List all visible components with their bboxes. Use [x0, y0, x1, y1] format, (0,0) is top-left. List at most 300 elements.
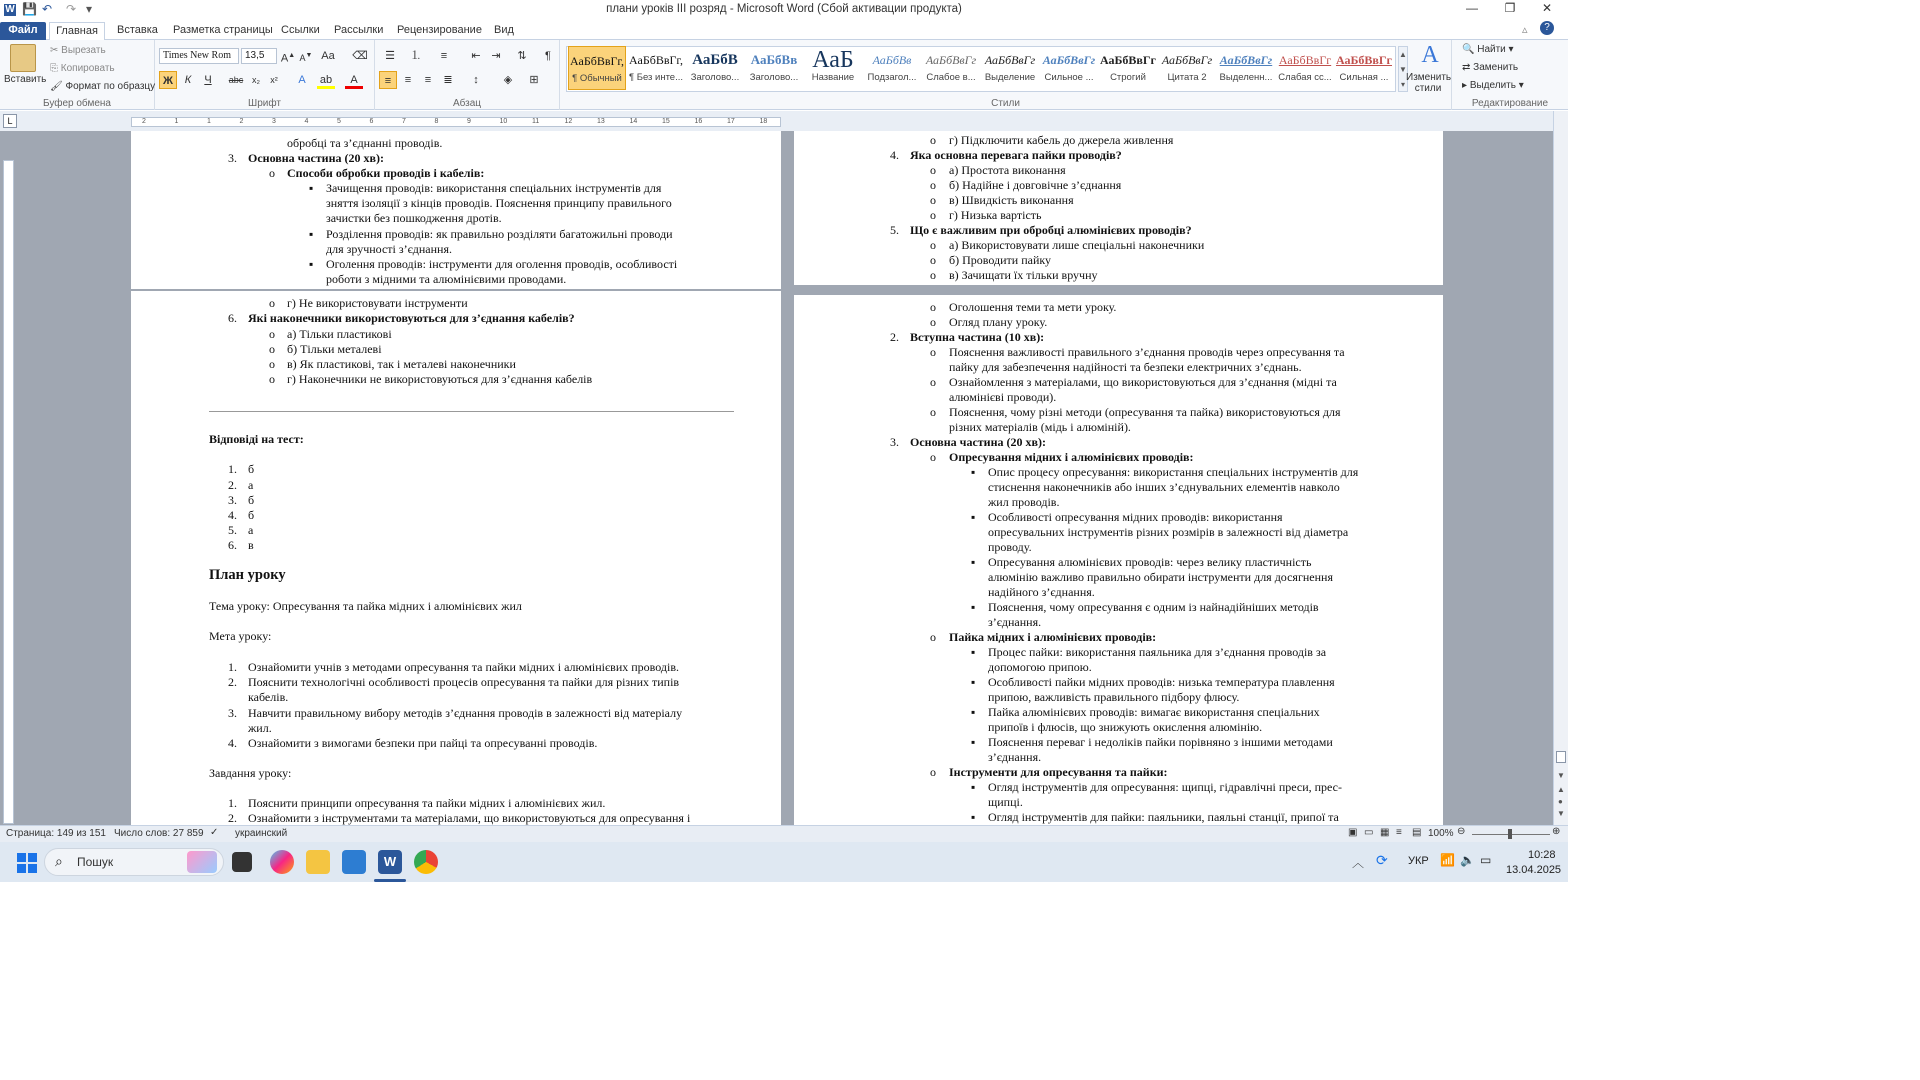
shrink-font-icon[interactable]: A▼ [299, 52, 313, 63]
ruler-number: 14 [629, 118, 638, 125]
paragraph-label: Абзац [452, 98, 482, 109]
save-icon[interactable]: 💾 [22, 2, 37, 16]
prev-page-icon[interactable]: ▲ [1557, 785, 1565, 794]
text-line: o [269, 327, 275, 341]
print-layout-icon[interactable]: ▣ [1348, 827, 1358, 838]
text-line: 6. [228, 311, 237, 325]
task-view-icon[interactable] [232, 852, 252, 872]
text-line: ▪ [309, 227, 314, 241]
style-sample: АаБбВвГг [1278, 53, 1332, 67]
text-line: o [930, 315, 936, 329]
clear-format-icon[interactable]: ⌫ [352, 50, 368, 62]
styles-group [560, 40, 1452, 110]
paste-button[interactable]: Вставить [4, 74, 47, 85]
text-line: щипці. [988, 795, 1023, 809]
text-line: 2. [228, 811, 237, 825]
start-icon[interactable] [17, 853, 37, 873]
text-line: припою, важливість правильного підбору флюсу. [988, 690, 1240, 704]
editing-label: Редактирование [1471, 98, 1549, 109]
vertical-ruler[interactable] [3, 160, 14, 824]
text-line: а) Простота виконання [949, 163, 1066, 177]
ruler-number: 18 [759, 118, 768, 125]
text-line: o [930, 163, 936, 177]
page-count[interactable]: Страница: 149 из 151 [6, 828, 106, 839]
text-line: o [930, 178, 936, 192]
tab-layout[interactable]: Разметка страницы [173, 24, 273, 36]
text-line: Особливості опресування мідних проводів: використання [988, 510, 1283, 524]
ruler-number: 9 [467, 118, 471, 125]
font-color-icon[interactable]: A [345, 71, 363, 89]
highlight-icon[interactable]: ab [317, 71, 335, 89]
text-line: 1. [228, 660, 237, 674]
language-status[interactable]: украинский [235, 828, 288, 839]
text-line: Навчити правильному вибору методів з’єднання проводів в залежності від матеріалу [248, 706, 683, 720]
tab-review[interactable]: Рецензирование [397, 24, 482, 36]
multilevel-list-icon[interactable]: ≡ [440, 50, 448, 62]
text-line: 3. [228, 493, 237, 507]
strikethrough-button[interactable]: abc [228, 75, 244, 85]
text-line: o [930, 133, 936, 147]
font-name-select[interactable]: Times New Rom [159, 48, 239, 64]
clock-date[interactable]: 13.04.2025 [1506, 864, 1562, 876]
ruler-number: 15 [662, 118, 670, 125]
ruler-number: 2 [239, 118, 244, 125]
text-line: 3. [890, 435, 899, 449]
search-label: Пошук [77, 855, 114, 869]
chrome-icon[interactable] [414, 850, 438, 874]
ruler-number: 6 [369, 118, 374, 125]
text-line: o [269, 342, 275, 356]
word-taskbar-icon[interactable]: W [378, 850, 402, 874]
text-line: Опресування мідних і алюмінієвих проводів: [949, 450, 1194, 464]
text-line: 5. [228, 523, 237, 537]
text-line: Оголення проводів: інструменти для оголення проводів, особливості [326, 257, 678, 271]
zoom-in-icon[interactable]: ⊕ [1552, 826, 1561, 837]
styles-label: Стили [991, 98, 1020, 109]
text-line: г) Наконечники не використовуються для з’єднання кабелів [287, 372, 593, 386]
text-line: Ознайомити учнів з методами опресування та пайки мідних і алюмінієвих проводів. [248, 660, 680, 674]
ruler-number: 7 [402, 118, 406, 125]
style-sample: АаБбВвГг [984, 53, 1036, 67]
text-line: o [930, 208, 936, 222]
text-line: Основна частина (20 хв): [248, 151, 384, 165]
text-line: o [269, 372, 275, 386]
text-line: обробці та з’єднанні проводів. [287, 136, 443, 150]
subscript-button[interactable]: x₂ [252, 75, 260, 85]
style-name: Заголово... [690, 72, 740, 83]
zoom-out-icon[interactable]: ⊖ [1457, 826, 1466, 837]
word-count[interactable]: Число слов: 27 859 [114, 828, 204, 839]
text-line: надійного з’єднання. [988, 585, 1095, 599]
tab-view[interactable]: Вид [494, 24, 514, 36]
copy-button[interactable]: ⎘ Копировать [50, 63, 115, 74]
text-line: ▪ [971, 465, 976, 479]
title-bar [0, 0, 1568, 20]
style-name: Сильное ... [1044, 72, 1094, 83]
text-line: Пояснити принципи опресування та пайки мідних і алюмінієвих жил. [248, 796, 606, 810]
text-line: ▪ [971, 735, 976, 749]
text-line: Що є важливим при обробці алюмінієвих проводів? [910, 223, 1192, 237]
text-line: 2. [890, 330, 899, 344]
text-line: Які наконечники використовуються для з’єднання кабелів? [248, 311, 575, 325]
text-line: o [269, 296, 275, 310]
text-line: ▪ [971, 780, 976, 794]
text-line: ▪ [971, 705, 976, 719]
tab-mailings[interactable]: Рассылки [334, 24, 384, 36]
text-line: o [930, 253, 936, 267]
text-line: Опресування алюмінієвих проводів: через велику пластичність [988, 555, 1312, 569]
increase-indent-icon[interactable]: ⇥ [491, 50, 501, 62]
style-12[interactable] [1276, 46, 1334, 90]
text-line: алюмінієві проводи). [949, 390, 1057, 404]
close-button[interactable]: ✕ [1541, 1, 1553, 15]
text-line: для зручності з’єднання. [326, 242, 452, 256]
minimize-button[interactable]: — [1466, 1, 1478, 15]
clock-time[interactable]: 10:28 [1528, 849, 1556, 861]
copilot-icon[interactable] [270, 850, 294, 874]
style-2[interactable] [686, 46, 744, 90]
style-sample: АаБбВв [872, 53, 912, 67]
numbering-icon[interactable]: ⒈ [410, 50, 422, 62]
text-line: б) Проводити пайку [949, 253, 1052, 267]
text-line: Яка основна перевага пайки проводів? [910, 148, 1122, 162]
style-sample: АаБбВвГг [925, 53, 977, 67]
style-sample: АаБбВвГг [1099, 53, 1156, 67]
draft-icon[interactable]: ▤ [1412, 827, 1422, 838]
text-line: жил. [248, 721, 272, 735]
text-line: б) Тільки металеві [287, 342, 382, 356]
battery-icon[interactable]: ▭ [1480, 853, 1492, 867]
collapse-ribbon-icon[interactable]: ▵ [1522, 24, 1528, 36]
horizontal-ruler[interactable] [131, 117, 781, 127]
ruler-number: 13 [597, 118, 605, 125]
ruler-number: 1 [174, 118, 179, 125]
text-line: б [248, 493, 255, 507]
sync-icon[interactable]: ⟳ [1376, 852, 1388, 868]
text-line: ▪ [309, 181, 314, 195]
text-line: Завдання уроку: [209, 766, 292, 780]
style-sample: АаБбВвГг, [569, 54, 624, 68]
text-line: опресувальних інструментів різних розмірів в залежності від діаметра [988, 525, 1349, 539]
browse-object-icon[interactable]: ● [1558, 797, 1563, 806]
style-4[interactable] [804, 46, 862, 90]
text-line: Способи обробки проводів і кабелів: [287, 166, 485, 180]
tab-selector-icon[interactable]: L [3, 114, 17, 128]
style-11[interactable] [1217, 46, 1275, 90]
scroll-down-icon[interactable]: ▼ [1557, 771, 1565, 780]
text-line: кабелів. [248, 690, 289, 704]
zoom-level[interactable]: 100% [1428, 828, 1454, 839]
justify-button[interactable]: ≣ [443, 74, 453, 86]
text-line: o [930, 375, 936, 389]
style-0[interactable] [568, 46, 626, 90]
text-line: в) Швидкість виконання [949, 193, 1074, 207]
text-line: жил проводів. [988, 495, 1060, 509]
document-workspace [0, 131, 1553, 825]
page-left-bottom[interactable] [131, 291, 781, 825]
style-name: Слабое в... [926, 72, 976, 83]
text-line: в [248, 538, 254, 552]
text-line: o [930, 300, 936, 314]
style-sample: АаБбВ [692, 52, 738, 68]
text-line: ▪ [971, 600, 976, 614]
store-icon[interactable] [342, 850, 366, 874]
style-name: Слабая сс... [1278, 72, 1332, 83]
text-line: Ознайомлення з матеріалами, що використовуються для з’єднання (мідні та [949, 375, 1337, 389]
text-line: б) Надійне і довговічне з’єднання [949, 178, 1122, 192]
style-6[interactable] [922, 46, 980, 90]
style-1[interactable] [627, 46, 685, 90]
text-line: а) Тільки пластикові [287, 327, 392, 341]
text-line: 4. [228, 736, 237, 750]
align-right-button[interactable]: ≡ [424, 74, 432, 86]
font-size-select[interactable]: 13,5 [241, 48, 277, 64]
text-line: проводу. [988, 540, 1032, 554]
tray-chevron-icon[interactable]: ︿ [1352, 856, 1365, 870]
style-sample: АаБбВвГг [1219, 53, 1273, 67]
text-line: o [930, 345, 936, 359]
select-button[interactable]: ▸ Выделить ▾ [1462, 80, 1524, 91]
style-10[interactable] [1158, 46, 1216, 90]
text-line: o [930, 238, 936, 252]
style-name: ¶ Без инте... [628, 72, 684, 83]
text-line: o [930, 193, 936, 207]
text-line: Процес пайки: використання паяльника для з’єднання проводів за [988, 645, 1327, 659]
style-sample: АаБбВвГг [1161, 53, 1213, 67]
ruler-number: 12 [564, 118, 573, 125]
text-line: o [930, 405, 936, 419]
tab-file[interactable]: Файл [0, 22, 46, 40]
text-line: Пояснення, чому різні методи (опресування та пайка) використовуються для [949, 405, 1341, 419]
text-line: Пайка мідних і алюмінієвих проводів: [949, 630, 1157, 644]
text-line: ▪ [309, 257, 314, 271]
style-8[interactable] [1040, 46, 1098, 90]
ruler-number: 2 [142, 118, 146, 125]
clipboard-label: Буфер обмена [43, 98, 111, 109]
ruler-number: 11 [532, 118, 540, 125]
align-left-button[interactable]: ≡ [379, 71, 397, 89]
text-line: o [269, 357, 275, 371]
align-center-button[interactable]: ≡ [404, 74, 412, 86]
ruler-number: 5 [337, 118, 341, 125]
underline-button[interactable]: Ч [204, 74, 212, 86]
next-page-icon[interactable]: ▼ [1557, 809, 1565, 818]
text-line: Огляд інструментів для пайки: паяльники, паяльні станції, припої та [988, 810, 1339, 824]
text-line: Інструменти для опресування та пайки: [949, 765, 1168, 779]
text-line: пайку для забезпечення надійності та безпеки електричних з’єднань. [949, 360, 1302, 374]
style-13[interactable] [1335, 46, 1393, 90]
zoom-slider-thumb[interactable] [1508, 829, 1512, 839]
format-painter-button[interactable]: 🖌 Формат по образцу [50, 81, 156, 92]
text-effects-icon[interactable]: A [298, 74, 306, 86]
tab-insert[interactable]: Вставка [117, 24, 158, 36]
text-line: б [248, 508, 255, 522]
word-icon: W [5, 4, 15, 15]
text-line: Огляд плану уроку. [949, 315, 1048, 329]
style-sample: АаБбВвГг, [628, 53, 683, 67]
text-line: ▪ [971, 675, 976, 689]
text-line: ▪ [971, 645, 976, 659]
style-name: Выделение [984, 72, 1036, 83]
redo-icon[interactable]: ↷ [66, 2, 77, 16]
tab-references[interactable]: Ссылки [281, 24, 320, 36]
page-right-bottom[interactable] [794, 295, 1443, 825]
text-line: o [930, 765, 936, 779]
text-line: 2. [228, 478, 237, 492]
page-left-top[interactable] [131, 131, 781, 289]
text-line: Опис процесу опресування: використання спеціальних інструментів для [988, 465, 1359, 479]
text-line: 6. [228, 538, 237, 552]
style-name: Название [811, 72, 855, 83]
ruler-number: 8 [434, 118, 439, 125]
style-9[interactable] [1099, 46, 1157, 90]
text-line: Основна частина (20 хв): [910, 435, 1046, 449]
ruler-number: 16 [694, 118, 703, 125]
window-title: плани уроків ІІІ розряд - Microsoft Word (Сбой активации продукта) [606, 3, 962, 15]
text-line: 3. [228, 706, 237, 720]
ribbon-tabs [0, 20, 1568, 40]
text-line: o [930, 630, 936, 644]
input-language[interactable]: УКР [1408, 855, 1429, 867]
volume-icon[interactable]: 🔈 [1460, 853, 1475, 867]
paragraph-group [375, 40, 560, 110]
wifi-icon[interactable]: 📶 [1440, 853, 1455, 867]
text-line: стиснення наконечників або інших з’єднувальних елементів навколо [988, 480, 1340, 494]
bold-button[interactable]: Ж [159, 71, 177, 89]
text-line: 1. [228, 462, 237, 476]
text-line: а [248, 478, 254, 492]
text-line: 3. [228, 151, 237, 165]
style-name: Заголово... [749, 72, 799, 83]
style-name: Сильная ... [1339, 72, 1389, 83]
cut-button[interactable]: ✂ Вырезать [50, 45, 106, 56]
text-line: з’єднання. [988, 750, 1042, 764]
paste-icon[interactable] [10, 44, 36, 72]
text-line: План уроку [209, 567, 286, 583]
text-line: ▪ [971, 810, 976, 824]
style-name: Цитата 2 [1167, 72, 1207, 83]
find-button[interactable]: 🔍 Найти ▾ [1462, 44, 1514, 55]
text-line: зачистки без пошкодження дротів. [326, 211, 502, 225]
undo-icon[interactable]: ↶ [42, 2, 53, 16]
text-line: Оголошення теми та мети уроку. [949, 300, 1117, 314]
text-line: Пояснення, чому опресування є одним із найнадійніших методів [988, 600, 1319, 614]
superscript-button[interactable]: x² [270, 75, 278, 85]
file-explorer-icon[interactable] [306, 850, 330, 874]
change-styles-icon[interactable]: A [1421, 42, 1439, 68]
text-line: роботи з мідними та алюмінієвими проводами. [326, 272, 567, 286]
status-bar [0, 825, 1568, 842]
text-line: Ознайомити з вимогами безпеки при пайці та опресуванні проводів. [248, 736, 598, 750]
text-line: а [248, 523, 254, 537]
text-line: 2. [228, 675, 237, 689]
horizontal-rule [209, 411, 734, 412]
text-line: 4. [228, 508, 237, 522]
grow-font-icon[interactable]: A▲ [280, 52, 296, 65]
tab-home[interactable]: Главная [49, 22, 105, 40]
style-5[interactable] [863, 46, 921, 90]
style-sample: АаБ [812, 47, 854, 73]
replace-button[interactable]: ⇄ Заменить [1462, 62, 1519, 73]
line-spacing-icon[interactable]: ↕ [473, 74, 479, 86]
full-reading-icon[interactable]: ▭ [1364, 827, 1374, 838]
shading-icon[interactable]: ◈ [503, 74, 513, 86]
ruler-number: 3 [272, 118, 276, 125]
taskbar [0, 842, 1568, 882]
ruler-number: 17 [727, 118, 735, 125]
search-icon: ⌕ [55, 853, 63, 869]
text-line: з’єднання. [988, 615, 1042, 629]
font-group [155, 40, 375, 110]
text-line: різних матеріалів (мідь і алюміній). [949, 420, 1131, 434]
text-line: в) Зачищати їх тільки вручну [949, 268, 1098, 282]
text-line: алюмінію важливо правильно обирати інструменти для досягнення [988, 570, 1333, 584]
style-sample: АаБбВв [750, 52, 798, 67]
text-line: Зачищення проводів: використання спеціальних інструментів для [326, 181, 662, 195]
text-line: 1. [228, 796, 237, 810]
change-styles-button[interactable]: Изменить стили [1406, 72, 1452, 94]
style-sample: АаБбВвГг [1042, 53, 1096, 67]
restore-button[interactable]: ❐ [1504, 1, 1516, 15]
ruler-number: 10 [499, 118, 508, 125]
text-line: припоїв і флюсів, що знижують окислення алюмінію. [988, 720, 1263, 734]
page-right-top[interactable] [794, 131, 1443, 285]
text-line: а) Використовувати лише спеціальні наконечники [949, 238, 1205, 252]
scroll-thumb[interactable] [1556, 751, 1566, 763]
style-7[interactable] [981, 46, 1039, 90]
text-line: Пайка алюмінієвих проводів: вимагає використання спеціальних [988, 705, 1320, 719]
web-layout-icon[interactable]: ▦ [1380, 827, 1390, 838]
text-line: ▪ [971, 555, 976, 569]
bullets-icon[interactable]: ☰ [385, 50, 395, 62]
italic-button[interactable]: К [184, 74, 192, 86]
sort-icon[interactable]: ⇅ [517, 50, 527, 62]
text-line: Пояснення переваг і недоліків пайки порівняно з іншими методами [988, 735, 1333, 749]
style-name: Строгий [1110, 72, 1146, 83]
style-name: Подзагол... [867, 72, 917, 83]
borders-icon[interactable]: ⊞ [529, 74, 539, 86]
vertical-scrollbar[interactable] [1553, 111, 1568, 825]
text-line: Мета уроку: [209, 629, 272, 643]
change-case-icon[interactable]: Aa [321, 50, 335, 62]
ruler-number: 4 [304, 118, 309, 125]
active-app-indicator [374, 879, 406, 882]
text-line: o [930, 450, 936, 464]
decrease-indent-icon[interactable]: ⇤ [471, 50, 481, 62]
outline-icon[interactable]: ≡ [1396, 827, 1402, 838]
text-line: зняття ізоляції з кінців проводів. Пояснення принципу правильного [326, 196, 672, 210]
styles-scroll[interactable]: ▲ ▼ ▾ [1398, 46, 1408, 92]
search-box[interactable] [44, 848, 224, 876]
proofing-icon[interactable]: ✓ [210, 827, 219, 838]
help-icon[interactable]: ? [1540, 21, 1554, 35]
text-line: o [269, 166, 275, 180]
show-marks-icon[interactable]: ¶ [545, 50, 551, 62]
style-name: ¶ Обычный [572, 73, 622, 84]
style-3[interactable] [745, 46, 803, 90]
text-line: в) Як пластикові, так і металеві наконечники [287, 357, 516, 371]
text-line: г) Низька вартість [949, 208, 1042, 222]
text-line: допомогою припою. [988, 660, 1092, 674]
clipboard-group [0, 40, 155, 110]
editing-group [1452, 40, 1568, 110]
style-name: Выделенн... [1219, 72, 1273, 83]
style-sample: АаБбВвГг [1335, 53, 1392, 67]
ruler-number: 1 [207, 118, 211, 125]
search-highlight-icon [187, 851, 217, 873]
text-line: Пояснення важливості правильного з’єднання проводів через опресування та [949, 345, 1345, 359]
customize-qat-icon[interactable]: ▾ [86, 2, 93, 16]
